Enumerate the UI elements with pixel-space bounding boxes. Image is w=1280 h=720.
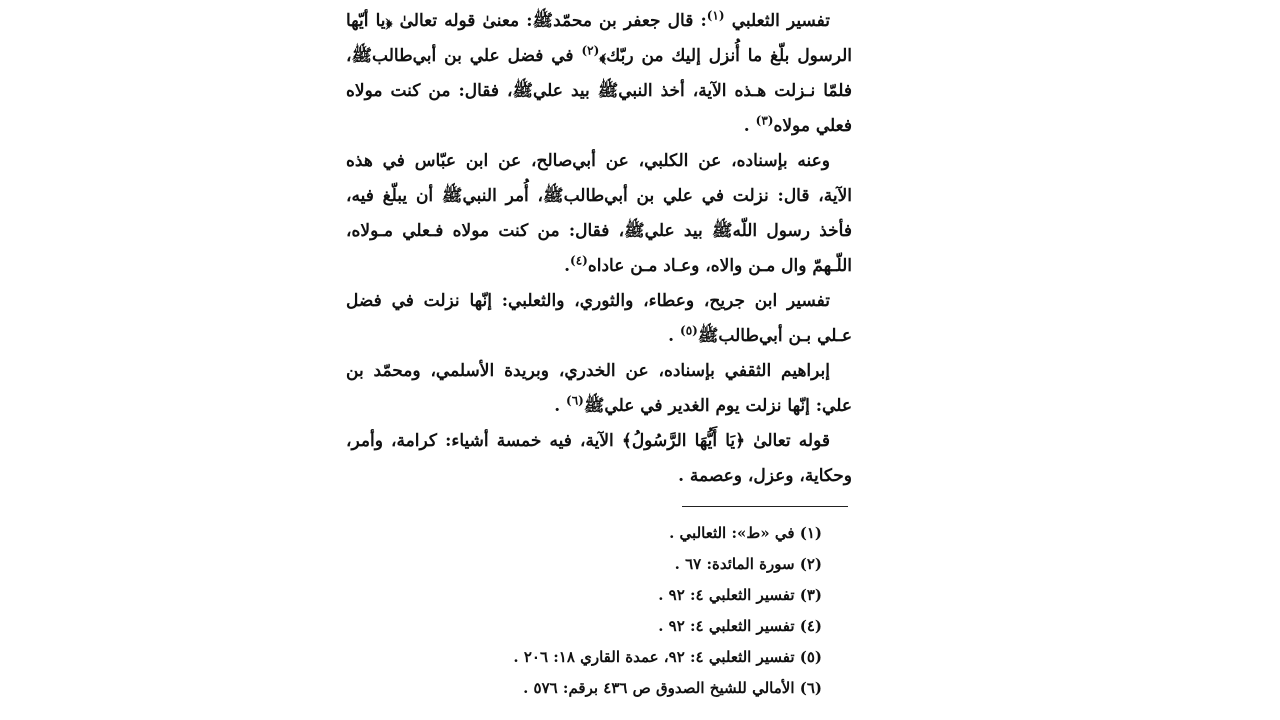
paragraph bbox=[346, 144, 852, 284]
paragraph-text: تفسير ابن جريح، وعطاء، والثوري، والثعلبي: إنّها نزلت في فضل عـلي بـن أبي‌طالبﷺ bbox=[346, 291, 852, 346]
paragraph-text: إبراهيم الثقفي بإسناده، عن الخدري، وبريدة الأسلمي، ومحمّد بن علي: إنّها نزلت يوم الغدير في عليﷺ bbox=[346, 361, 852, 416]
paragraph-text: . bbox=[743, 116, 756, 136]
footnote-reference: (٢) bbox=[581, 43, 600, 58]
footnote: (١) في «ط»: الثعالبي . bbox=[669, 524, 822, 542]
footnotes bbox=[346, 518, 852, 704]
footnote: (٤) تفسير الثعلبي ٤: ٩٢ . bbox=[658, 617, 822, 635]
document-page bbox=[346, 0, 852, 720]
footnote-reference: (٤) bbox=[570, 253, 588, 268]
footnote-reference: (٦) bbox=[566, 393, 584, 408]
paragraph-text: . bbox=[554, 396, 567, 416]
footnote: (٣) تفسير الثعلبي ٤: ٩٢ . bbox=[658, 586, 822, 604]
paragraph bbox=[346, 354, 852, 424]
footnote: (٦) الأمالي للشيخ الصدوق ص ٤٣٦ برقم: ٥٧٦ . bbox=[523, 679, 822, 697]
footnote-separator bbox=[682, 506, 848, 507]
paragraph bbox=[346, 424, 852, 494]
paragraph-text: . bbox=[668, 326, 681, 346]
paragraph-text: في فضل علي بن أبي‌طالبﷺ، فلمّا نـزلت هـذه الآية، أخذ النبيﷺ بيد عليﷺ، فقال: من كنت مولاه فعلي مولاه bbox=[346, 46, 852, 136]
paragraph-text: : قال جعفر بن محمّدﷺ: معنىٰ قوله تعالىٰ ﴿يا أيّها الرسول بلّغ ما أُنزل إليك من ربّك﴾ bbox=[346, 11, 852, 66]
paragraph bbox=[346, 284, 852, 354]
footnote: (٥) تفسير الثعلبي ٤: ٩٢، عمدة القاري ١٨: ٢٠٦ . bbox=[513, 648, 822, 666]
paragraph-text: تفسير الثعلبي bbox=[724, 11, 830, 31]
paragraph bbox=[346, 4, 852, 144]
paragraph-text: قوله تعالىٰ ﴿يَا أَيُّهَا الرَّسُولُ﴾ الآية، فيه خمسة أشياء: كرامة، وأمر، وحكاية، وعزل، وعصمة . bbox=[346, 431, 852, 486]
footnote-reference: (١) bbox=[706, 8, 725, 23]
footnote-reference: (٣) bbox=[755, 113, 774, 128]
paragraph-text: . bbox=[564, 256, 571, 276]
paragraph-text: وعنه بإسناده، عن الكلبي، عن أبي‌صالح، عن ابن عبّاس في هذه الآية، قال: نزلت في علي بن أبي‌طالبﷺ، أُمر النبيﷺ أن يبلّغ فيه، فأخذ رسول اللّهﷺ بيد عليﷺ، فقال: من كنت مولاه فـعلي مـولاه، اللّـهمّ وال مـن والاه، وعـاد مـن عاداه bbox=[346, 151, 852, 276]
footnote: (٢) سورة المائدة: ٦٧ . bbox=[674, 555, 822, 573]
body-text bbox=[346, 4, 852, 494]
footnote-reference: (٥) bbox=[680, 323, 698, 338]
